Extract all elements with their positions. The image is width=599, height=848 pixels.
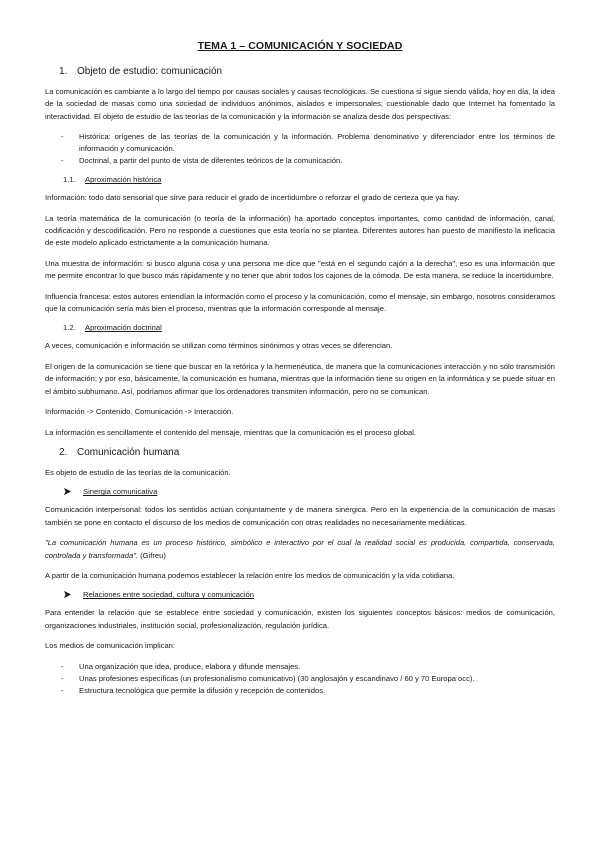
paragraph: Comunicación interpersonal: todos los sentidos actúan conjuntamente y de manera sinérgica. Pero en la experiencia de la comunicación de masas también se pone en contacto el discurso de los medios de comunicación con otras realidades no necesariamente mediáticas. <box>45 505 555 527</box>
subsection-relaciones-heading <box>45 590 555 599</box>
paragraph: Información -> Contenido. Comunicación -> Interacción. <box>45 407 234 417</box>
list-item: - Estructura tecnológica que permite la difusión y recepción de contenidos. <box>61 685 326 695</box>
paragraph: Para entender la relación que se establece entre sociedad y comunicación, existen los siguientes conceptos básicos: medios de comunicación, organizaciones industriales, institución social, profesionalización, regulación jurídica. <box>45 608 555 630</box>
subsection-1-1-heading <box>45 175 555 184</box>
subsection-number: 1.1. <box>63 175 76 185</box>
list-item: - Una organización que idea, produce, elabora y difunde mensajes. <box>61 661 301 671</box>
arrow-bullet-icon <box>63 590 72 599</box>
arrow-bullet-icon <box>63 487 72 496</box>
dash-marker: - <box>61 685 64 695</box>
section-title: Comunicación humana <box>77 446 180 458</box>
paragraph: Una muestra de información: si busco alguna cosa y una persona me dice que "está en el segundo cajón a la derecha", eso es una información que me permite encontrar lo que busco más rápidamente y no tener que abrir todos los cajones de la cómoda. De esta manera, se reduce la incertidumbre. <box>45 258 555 281</box>
paragraph: A partir de la comunicación humana podemos establecer la relación entre los medios de comunicación y la vida cotidiana. <box>45 570 455 580</box>
quote-text: "La comunicación humana es un proceso histórico, simbólico e interactivo por el cual la realidad social es producida, compartida, conservada, controlada y transformada". <box>45 538 555 560</box>
quote-paragraph <box>45 537 555 562</box>
dash-marker: - <box>61 673 64 683</box>
paragraph: La comunicación es cambiante a lo largo del tiempo por causas sociales y causas tecnológicas. Se cuestiona si sigue siendo válida, hoy en día, la idea de la sociedad de masas como una sociedad de individuos anónimos, aislados e impersonales; cuestionable dado que Internet ha fomentado la interactividad. El objeto de estudio de las teorías de la comunicación y la información se analiza desde dos perspectivas: <box>45 87 555 121</box>
subsection-sinergia-heading <box>45 487 555 496</box>
section-number: 2. <box>59 446 68 458</box>
paragraph: Información: todo dato sensorial que sirve para reducir el grado de incertidumbre o reforzar el grado de certeza que ya hay. <box>45 193 460 203</box>
document-page <box>45 40 555 705</box>
section-title: Objeto de estudio: comunicación <box>77 66 223 77</box>
list-item: - Unas profesiones específicas (un profesionalismo comunicativo) (30 anglosajón y escandinavo / 60 y 70 Europa occ). <box>61 673 475 683</box>
bullet-list <box>45 131 555 167</box>
section-2-heading <box>45 447 555 458</box>
dash-marker: - <box>61 132 64 142</box>
list-item: - Doctrinal, a partir del punto de vista de diferentes teóricos de la comunicación. <box>61 156 343 166</box>
section-1-heading <box>45 66 555 77</box>
paragraph: Es objeto de estudio de las teorías de la comunicación. <box>45 467 231 477</box>
subsection-title: Aproximación histórica <box>85 175 162 185</box>
paragraph: Los medios de comunicación implican: <box>45 641 176 651</box>
paragraph: A veces, comunicación e información se utilizan como términos sinónimos y otras veces se diferencian. <box>45 341 393 351</box>
dash-marker: - <box>61 661 64 671</box>
list-item: - Histórica: orígenes de las teorías de la comunicación y la información. Problema denominativo y diferenciador entre los términos de información y comunicación. <box>61 132 555 154</box>
dash-marker: - <box>61 156 64 166</box>
paragraph: La teoría matemática de la comunicación (o teoría de la información) ha aportado conceptos importantes, como cantidad de información, canal, codificación y descodificación. Pero no responde a cuestiones que esta teoría no se plantea. Diferentes autores han puesto de manifiesto la ineficacia de este modelo aplicado estrictamente a la comunicación humana. <box>45 213 555 248</box>
section-number: 1. <box>59 66 68 77</box>
subsection-title: Aproximación doctrinal <box>85 323 162 333</box>
subsection-title: Relaciones entre sociedad, cultura y comunicación <box>83 590 254 600</box>
paragraph: El origen de la comunicación se tiene que buscar en la retórica y la hermenéutica, de manera que la comunicaciones interacción y no sólo transmisión de información; y por eso, básicamente, la comunicación es humana, mientras que la información tiene su origen en la informática y se puede situar en el ámbito subhumano. Así, podríamos afirmar que los ordenadores transmiten información, pero no se comunican. <box>45 361 555 396</box>
paragraph: Influencia francesa: estos autores entendían la información como el proceso y la comunicación, como el mensaje, sin embargo, nosotros consideramos que la comunicación sería más bien el proceso, mientras que la información corresponde al mensaje. <box>45 291 555 314</box>
paragraph: La información es sencillamente el contenido del mensaje, mientras que la comunicación es el proceso global. <box>45 427 417 437</box>
subsection-1-2-heading <box>45 323 555 332</box>
page-title: TEMA 1 – COMUNICACIÓN Y SOCIEDAD <box>197 40 403 52</box>
quote-author: (Gifreu) <box>140 550 166 560</box>
subsection-number: 1.2. <box>63 323 76 333</box>
bullet-list <box>45 661 555 697</box>
subsection-title: Sinergia comunicativa <box>83 487 158 497</box>
